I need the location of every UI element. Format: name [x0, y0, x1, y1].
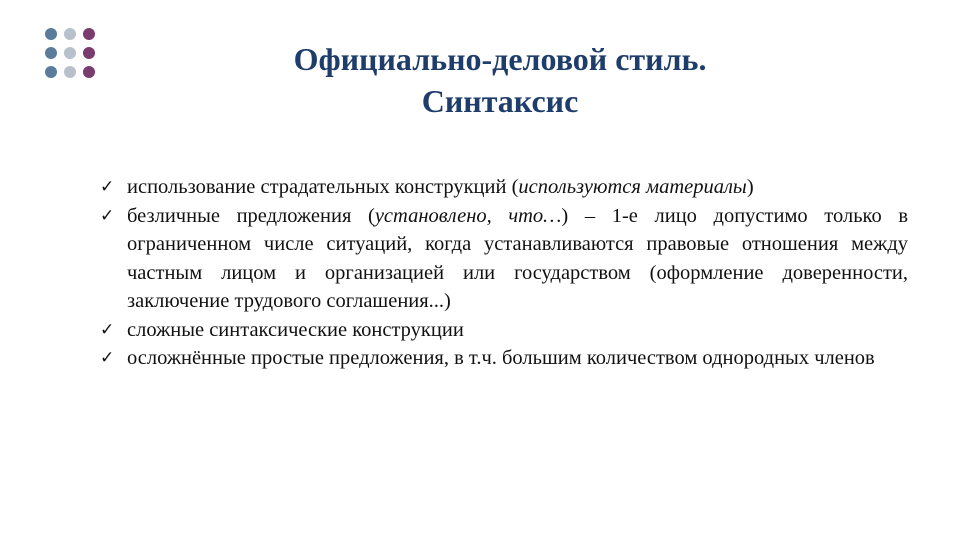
- dot: [83, 47, 95, 59]
- bullet-list: [100, 173, 908, 373]
- dot: [64, 66, 76, 78]
- dot: [45, 66, 57, 78]
- item-italic-text: установлено, что…: [374, 204, 562, 227]
- dot: [64, 47, 76, 59]
- dot: [45, 47, 57, 59]
- list-item: [100, 202, 908, 316]
- item-text: ): [746, 176, 754, 198]
- slide-title-line-2: Синтаксис: [421, 83, 579, 119]
- list-item: [100, 316, 908, 345]
- item-text: осложнённые простые предложения, в т.ч. большим количеством однородных членов: [127, 347, 875, 369]
- dot: [83, 28, 95, 40]
- checkmark-icon: ✓: [100, 177, 115, 197]
- dot: [45, 28, 57, 40]
- item-text: сложные синтаксические конструкции: [127, 318, 464, 341]
- item-text: ) – 1-е лицо допустимо только в ограниченном числе ситуаций, когда устанавливаются правовые отношения между частным лицом и организацией или государством (оформление доверенности, заключение трудового соглашения...): [127, 204, 908, 312]
- list-item: [100, 173, 908, 202]
- checkmark-icon: ✓: [100, 205, 115, 226]
- item-text: использование страдательных конструкций (: [127, 176, 519, 198]
- dot: [83, 66, 95, 78]
- checkmark-icon: ✓: [100, 319, 115, 340]
- list-item: [100, 344, 908, 373]
- slide-title: [170, 38, 830, 122]
- decorative-dots-grid: [45, 28, 97, 80]
- item-text: безличные предложения (: [127, 204, 375, 227]
- checkmark-icon: ✓: [100, 348, 115, 368]
- dot: [64, 28, 76, 40]
- item-italic-text: используются материалы: [518, 176, 747, 198]
- slide-title-line-1: Официально-деловой стиль.: [293, 41, 707, 77]
